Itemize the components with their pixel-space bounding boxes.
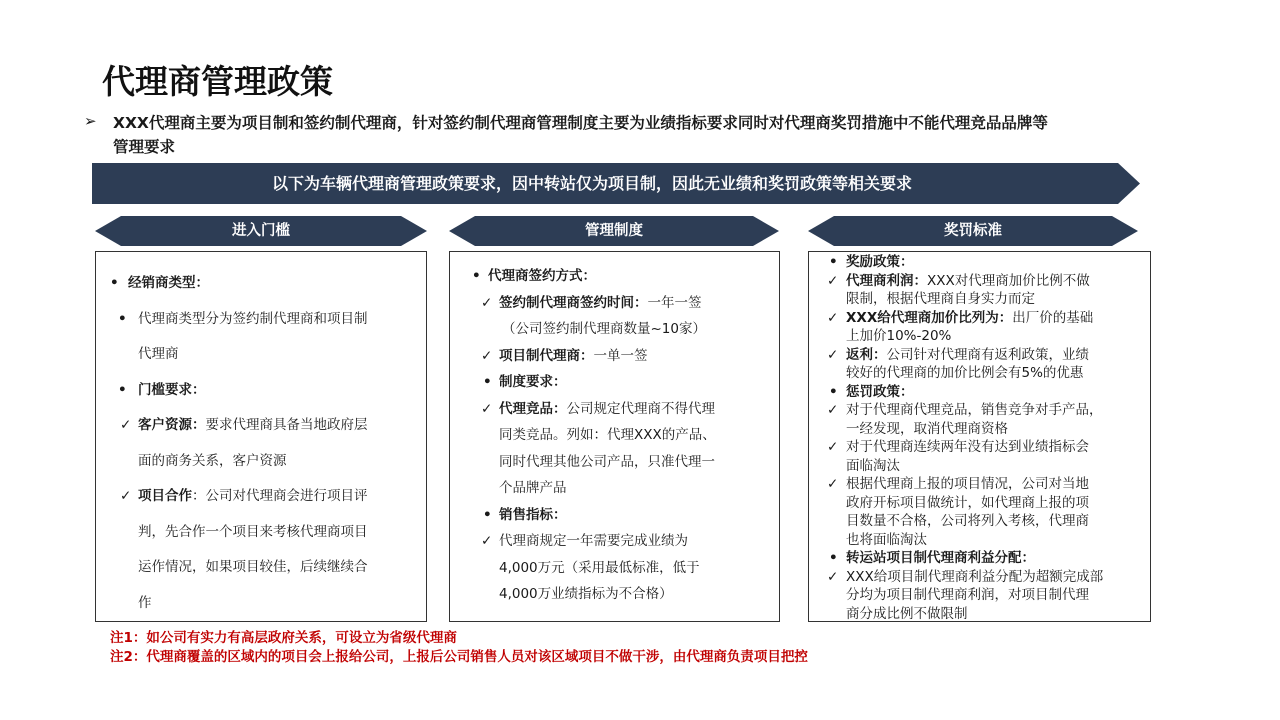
checkmark-icon: ✓ xyxy=(827,568,839,585)
item-text: 4,000万元（采用最低标准，低于 xyxy=(499,559,700,576)
item-text: ：公司对代理商会进行项目评 xyxy=(192,488,368,504)
item-text: 一年一签 xyxy=(647,294,702,311)
list-item xyxy=(809,531,1150,550)
item-text: 根据代理商上报的项目情况，公司对当地 xyxy=(846,476,1089,492)
list-item xyxy=(450,581,779,608)
bullet-icon: • xyxy=(483,506,492,523)
checkmark-icon: ✓ xyxy=(827,476,839,492)
item-text: 政府开标项目做统计，如代理商上报的项 xyxy=(846,494,1089,511)
list-item xyxy=(96,337,426,373)
list-item xyxy=(450,475,779,502)
list-item xyxy=(809,327,1150,346)
bullet-icon: • xyxy=(118,381,127,398)
list-item xyxy=(809,383,1150,402)
item-text: 作 xyxy=(138,594,152,611)
item-text: XXX对代理商加价比例不做 xyxy=(927,272,1090,289)
item-text: 较好的代理商的加价比例会有5%的优惠 xyxy=(846,365,1084,381)
column-box-reward-penalty xyxy=(808,251,1151,622)
list-item xyxy=(809,475,1150,494)
list-item xyxy=(450,555,779,582)
list-item xyxy=(809,512,1150,531)
column-header-label: 奖罚标准 xyxy=(944,223,1002,239)
item-text: 分均为项目制代理商利润，对项目制代理 xyxy=(846,587,1089,603)
item-text: 个品牌产品 xyxy=(499,480,567,496)
item-text: 对于代理商代理竞品，销售竞争对手产品， xyxy=(846,402,1103,418)
list-item xyxy=(450,396,779,423)
list-item xyxy=(450,290,779,317)
item-text: 判，先合作一个项目来考核代理商项目 xyxy=(138,523,368,540)
checkmark-icon: ✓ xyxy=(827,402,839,418)
item-text: 面的商务关系，客户资源 xyxy=(138,452,287,469)
item-bold: 惩罚政策： xyxy=(846,383,914,400)
list-item xyxy=(96,444,426,480)
list-item xyxy=(96,302,426,338)
checkmark-icon: ✓ xyxy=(827,346,839,363)
list-item xyxy=(96,550,426,586)
item-bold: 返利： xyxy=(846,346,887,363)
item-text: 公司规定代理商不得代理 xyxy=(566,400,715,417)
column-box-entry-threshold xyxy=(95,251,427,622)
bullet-icon: • xyxy=(829,550,838,566)
item-bold: 项目制代理商： xyxy=(499,347,594,364)
item-bold: 奖励政策： xyxy=(846,254,914,270)
item-text: 对于代理商连续两年没有达到业绩指标会 xyxy=(846,439,1089,455)
checkmark-icon: ✓ xyxy=(827,439,839,455)
list-item xyxy=(809,549,1150,568)
item-text: （公司签约制代理商数量~10家） xyxy=(502,321,706,337)
item-text: 目数量不合格，公司将列入考核，代理商 xyxy=(846,513,1089,529)
item-bold: 转运站项目制代理商利益分配： xyxy=(846,550,1035,566)
list-item xyxy=(450,316,779,343)
item-text: 要求代理商具备当地政府层 xyxy=(205,417,368,433)
item-bold: 销售指标： xyxy=(499,506,567,523)
list-item xyxy=(809,605,1150,624)
list-item xyxy=(450,422,779,449)
bullet-arrow-icon: ➢ xyxy=(84,112,97,130)
list-item xyxy=(450,369,779,396)
item-bold: 客户资源： xyxy=(138,417,206,433)
bullet-icon: • xyxy=(110,275,119,291)
checkmark-icon: ✓ xyxy=(827,309,839,326)
item-text: 4,000万业绩指标为不合格） xyxy=(499,586,673,602)
list-item xyxy=(450,449,779,476)
item-text: 上加价10%-20% xyxy=(846,328,952,344)
banner-text: 以下为车辆代理商管理政策要求，因中转站仅为项目制，因此无业绩和奖罚政策等相关要求 xyxy=(271,174,912,193)
list-item xyxy=(809,568,1150,587)
list-item xyxy=(96,586,426,622)
list-item xyxy=(96,408,426,444)
checkmark-icon: ✓ xyxy=(481,400,493,417)
bullet-icon: • xyxy=(483,374,492,390)
list-item xyxy=(809,401,1150,420)
intro-text xyxy=(113,111,1223,159)
item-text: 公司针对代理商有返利政策，业绩 xyxy=(886,346,1089,363)
item-text: 代理商规定一年需要完成业绩为 xyxy=(499,533,688,549)
intro-line: 管理要求 xyxy=(113,138,176,156)
list-item xyxy=(809,253,1150,272)
column-header-label: 进入门槛 xyxy=(232,223,290,239)
bullet-icon: • xyxy=(829,383,838,400)
item-bold: 经销商类型： xyxy=(128,275,209,291)
item-text: 也将面临淘汰 xyxy=(846,531,927,548)
item-bold: 代理商利润： xyxy=(846,272,927,289)
list-item xyxy=(809,309,1150,328)
list-item xyxy=(809,586,1150,605)
item-bold: 签约制代理商签约时间： xyxy=(499,294,648,311)
page-title: 代理商管理政策 xyxy=(102,62,333,101)
checkmark-icon: ✓ xyxy=(481,294,493,311)
list-item xyxy=(809,290,1150,309)
item-text: 限制，根据代理商自身实力而定 xyxy=(846,291,1035,307)
list-item xyxy=(450,343,779,370)
list-item xyxy=(96,373,426,409)
list-item xyxy=(809,457,1150,476)
bullet-icon: • xyxy=(829,254,838,270)
column-header-entry-threshold xyxy=(95,216,427,246)
list-item xyxy=(450,502,779,529)
item-text: 商分成比例不做限制 xyxy=(846,605,968,622)
checkmark-icon: ✓ xyxy=(120,488,132,504)
item-text: 一单一签 xyxy=(593,347,648,364)
footnote-1: 注1：如公司有实力有高层政府关系，可设立为省级代理商 xyxy=(110,630,457,646)
bullet-icon: • xyxy=(472,268,481,284)
item-text: 同时代理其他公司产品，只准代理一 xyxy=(499,453,715,470)
item-bold: 代理商签约方式： xyxy=(488,268,596,284)
list-item xyxy=(450,263,779,290)
list-item xyxy=(809,272,1150,291)
intro-line: XXX代理商主要为项目制和签约制代理商，针对签约制代理商管理制度主要为业绩指标要求同时对代理商奖罚措施中不能代理竞品品牌等 xyxy=(113,114,1048,132)
policy-banner xyxy=(92,163,1140,204)
item-text: 代理商类型分为签约制代理商和项目制 xyxy=(138,310,368,327)
item-text: 代理商 xyxy=(138,346,179,362)
list-item xyxy=(96,479,426,515)
checkmark-icon: ✓ xyxy=(120,417,132,433)
item-text: 面临淘汰 xyxy=(846,457,900,474)
item-text: 出厂价的基础 xyxy=(1012,309,1094,326)
list-item xyxy=(809,438,1150,457)
column-header-management-system xyxy=(449,216,779,246)
checkmark-icon: ✓ xyxy=(827,272,839,289)
bullet-icon: • xyxy=(118,310,127,327)
column-header-reward-penalty xyxy=(808,216,1138,246)
column-box-management-system xyxy=(449,251,780,622)
item-text: 一经发现，取消代理商资格 xyxy=(846,420,1008,437)
checkmark-icon: ✓ xyxy=(481,533,493,549)
list-item xyxy=(809,420,1150,439)
item-text: 运作情况，如果项目较佳，后续继续合 xyxy=(138,559,368,575)
list-item xyxy=(809,494,1150,513)
item-text: XXX给项目制代理商利益分配为超额完成部 xyxy=(846,568,1104,585)
item-bold: 制度要求： xyxy=(499,374,567,390)
list-item xyxy=(450,528,779,555)
item-bold: 项目合作 xyxy=(138,488,192,504)
list-item xyxy=(809,346,1150,365)
item-text: 同类竞品。列如：代理XXX的产品、 xyxy=(499,427,716,443)
list-item xyxy=(96,266,426,302)
column-header-label: 管理制度 xyxy=(585,223,643,239)
item-bold: XXX给代理商加价比列为： xyxy=(846,309,1013,326)
footnote-2: 注2：代理商覆盖的区域内的项目会上报给公司，上报后公司销售人员对该区域项目不做干涉，由代理商负责项目把控 xyxy=(110,649,808,665)
list-item xyxy=(96,515,426,551)
item-bold: 门槛要求： xyxy=(138,381,206,398)
checkmark-icon: ✓ xyxy=(481,347,493,364)
list-item xyxy=(809,364,1150,383)
item-bold: 代理竞品： xyxy=(499,400,567,417)
